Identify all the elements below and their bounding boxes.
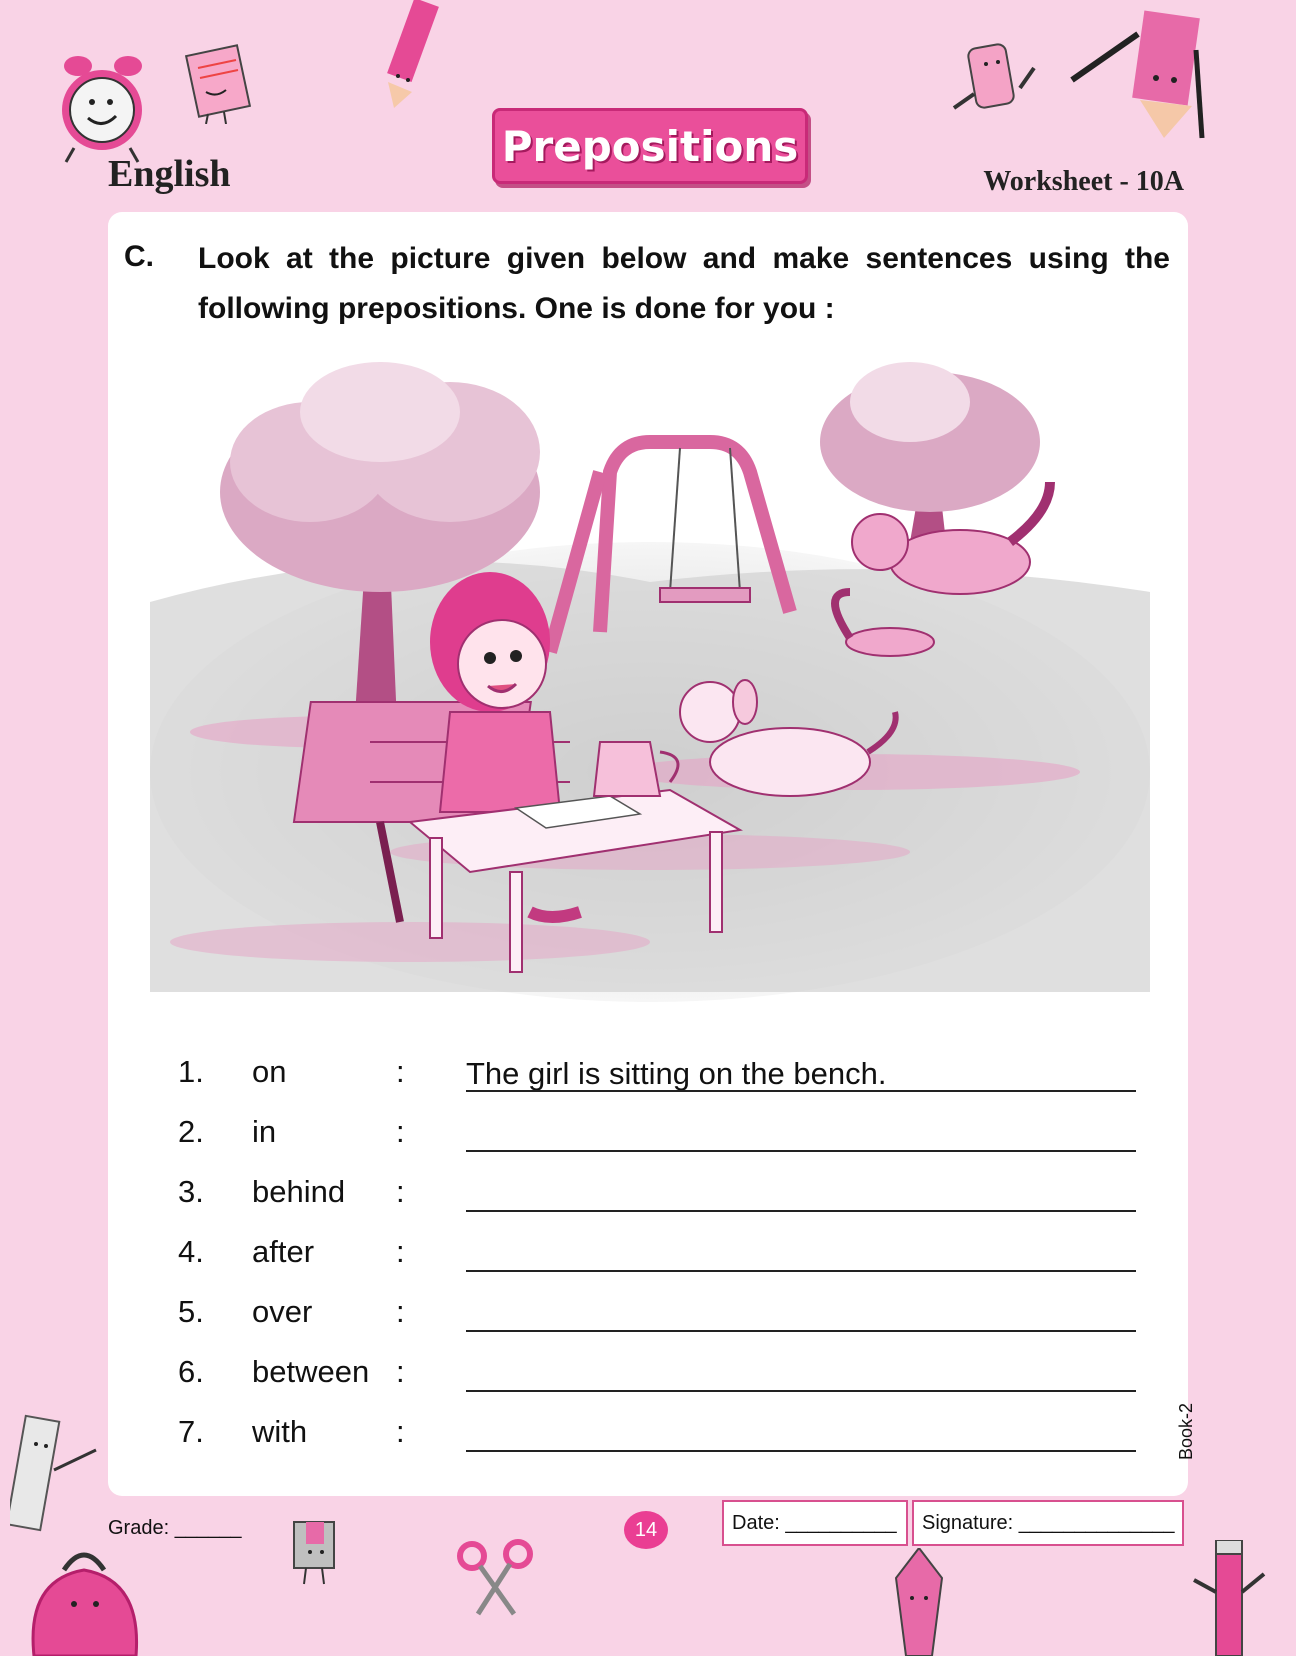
bag-icon — [20, 1520, 150, 1656]
signature-field[interactable] — [912, 1500, 1184, 1546]
item-number: 3. — [178, 1174, 204, 1209]
item-preposition: between — [252, 1354, 370, 1389]
list-item — [178, 1406, 1138, 1466]
scissors-icon — [456, 1538, 536, 1618]
answer-line[interactable] — [466, 1090, 1136, 1092]
item-number: 4. — [178, 1234, 204, 1269]
answer-line[interactable] — [466, 1450, 1136, 1452]
list-item — [178, 1226, 1138, 1286]
list-item — [178, 1166, 1138, 1226]
pencil-icon — [884, 1548, 954, 1656]
answer-line[interactable] — [466, 1330, 1136, 1332]
grade-field[interactable]: Grade: ______ — [108, 1517, 242, 1539]
pencil-icon — [1068, 8, 1218, 140]
item-answer: The girl is sitting on the bench. — [466, 1056, 887, 1091]
date-label: Date: __________ — [732, 1511, 897, 1534]
item-preposition: in — [252, 1114, 277, 1149]
pencil-icon — [378, 0, 448, 110]
list-item — [178, 1346, 1138, 1406]
item-colon: : — [396, 1414, 405, 1449]
item-colon: : — [396, 1234, 405, 1269]
item-number: 5. — [178, 1294, 204, 1329]
park-illustration — [150, 352, 1150, 1012]
item-colon: : — [396, 1354, 405, 1389]
item-preposition: over — [252, 1294, 313, 1329]
signature-label: Signature: ______________ — [922, 1511, 1175, 1534]
list-item — [178, 1046, 1138, 1106]
item-preposition: with — [252, 1414, 308, 1449]
sharpener-icon — [282, 1516, 348, 1586]
item-colon: : — [396, 1054, 405, 1089]
item-number: 2. — [178, 1114, 204, 1149]
question-text: Look at the picture given below and make sentences using the following prepositions. One is done for you : — [198, 242, 1170, 325]
item-colon: : — [396, 1114, 405, 1149]
list-item — [178, 1106, 1138, 1166]
eraser-icon — [944, 38, 1040, 122]
item-number: 1. — [178, 1054, 204, 1089]
page-number-text: 14 — [634, 1518, 658, 1541]
answer-line[interactable] — [466, 1270, 1136, 1272]
item-preposition: after — [252, 1234, 315, 1269]
tree-right — [820, 362, 1040, 542]
preposition-list — [178, 1046, 1138, 1466]
pencil-icon — [1190, 1540, 1270, 1656]
alarm-clock-icon — [54, 44, 150, 164]
subject-label: English — [108, 153, 231, 195]
question-letter: C. — [124, 240, 154, 273]
answer-line[interactable] — [466, 1150, 1136, 1152]
item-colon: : — [396, 1294, 405, 1329]
notebook-icon — [178, 44, 260, 124]
book-tag: Book-2 — [1176, 1402, 1196, 1460]
item-preposition: behind — [252, 1174, 346, 1209]
item-preposition: on — [252, 1054, 287, 1089]
worksheet-title-text: Prepositions — [501, 121, 799, 171]
date-field[interactable] — [722, 1500, 908, 1546]
list-item — [178, 1286, 1138, 1346]
item-colon: : — [396, 1174, 405, 1209]
item-number: 7. — [178, 1414, 204, 1449]
worksheet-title — [492, 108, 808, 184]
answer-line[interactable] — [466, 1390, 1136, 1392]
item-number: 6. — [178, 1354, 204, 1389]
worksheet-number: Worksheet - 10A — [983, 166, 1184, 197]
page-number — [624, 1511, 668, 1549]
answer-line[interactable] — [466, 1210, 1136, 1212]
